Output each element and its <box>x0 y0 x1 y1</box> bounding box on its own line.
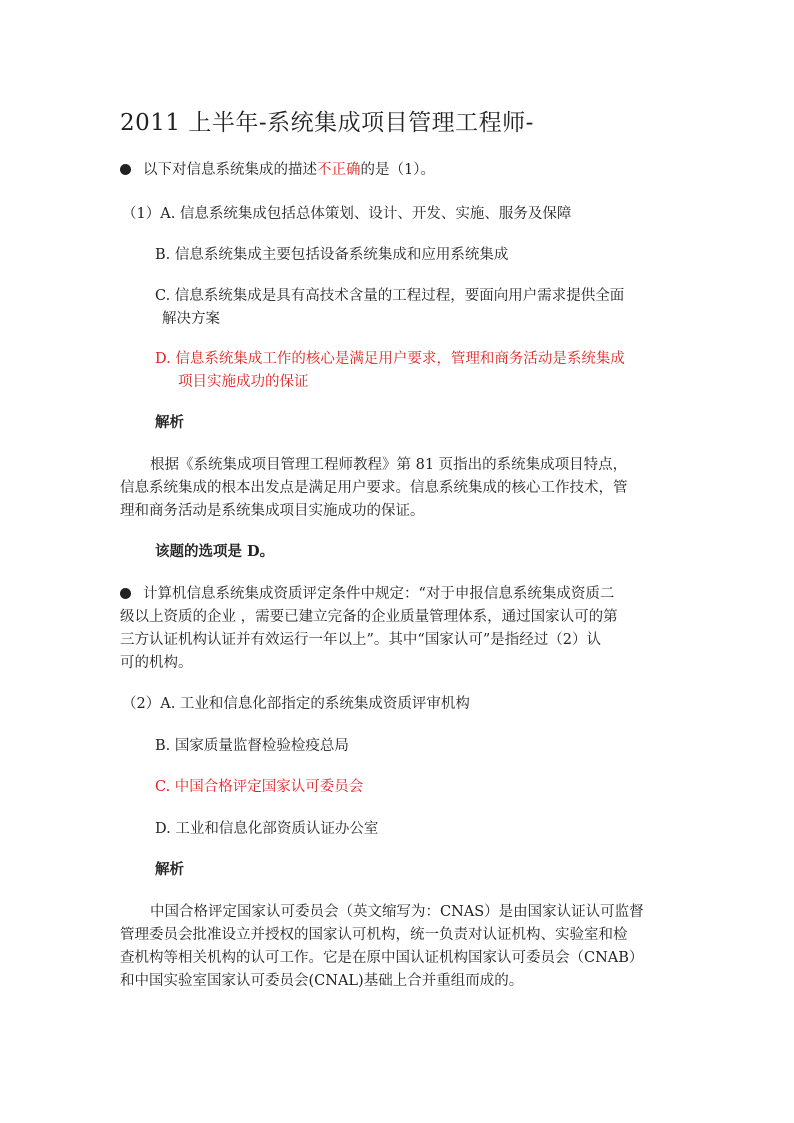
q2-option-a: （2）A. 工业和信息化部指定的系统集成资质评审机构 <box>122 696 470 712</box>
q1-option-c-line2: 解决方案 <box>162 311 220 327</box>
q1-stem-after: 的是（1）。 <box>360 162 435 178</box>
q2-option-b: B. 国家质量监督检验检疫总局 <box>155 738 349 754</box>
q2-stem-line1 <box>120 582 614 606</box>
q1-analysis-line2: 信息系统集成的根本出发点是满足用户要求。信息系统集成的核心工作技术，管 <box>120 480 628 496</box>
q1-stem-before: 以下对信息系统集成的描述 <box>143 162 317 178</box>
q1-analysis-line3: 理和商务活动是系统集成项目实施成功的保证。 <box>120 503 425 519</box>
q1-option-a: （1）A. 信息系统集成包括总体策划、设计、开发、实施、服务及保障 <box>122 206 572 222</box>
q1-option-c-line1: C. 信息系统集成是具有高技术含量的工程过程，要面向用户需求提供全面 <box>155 288 625 304</box>
q1-analysis-line1: 根据《系统集成项目管理工程师教程》第 81 页指出的系统集成项目特点， <box>150 457 628 473</box>
q1-option-d-line1: D. 信息系统集成工作的核心是满足用户要求，管理和商务活动是系统集成 <box>155 351 625 367</box>
q2-analysis-line2: 管理委员会批准设立并授权的国家认可机构，统一负责对认证机构、实验室和检 <box>120 927 628 943</box>
q1-analysis-heading: 解析 <box>155 414 184 431</box>
q1-answer: 该题的选项是 D。 <box>155 543 275 560</box>
q2-option-c: C. 中国合格评定国家认可委员会 <box>155 779 364 795</box>
document-title: 2011 上半年-系统集成项目管理工程师- <box>120 110 534 136</box>
q2-stem-line3: 三方认证机构认证并有效运行一年以上”。其中“国家认可”是指经过（2）认 <box>120 632 601 648</box>
q2-option-d: D. 工业和信息化部资质认证办公室 <box>155 821 379 837</box>
q2-analysis-line3: 查机构等相关机构的认可工作。它是在原中国认证机构国家认可委员会（CNAB） <box>120 950 644 966</box>
q2-stem-line4: 可的机构。 <box>120 655 193 671</box>
q2-analysis-line4: 和中国实验室国家认可委员会(CNAL)基础上合并重组而成的。 <box>120 973 524 989</box>
q1-option-d-line2: 项目实施成功的保证 <box>178 374 309 390</box>
q2-stem-text1: 计算机信息系统集成资质评定条件中规定：“对于申报信息系统集成资质二 <box>143 586 615 602</box>
q1-stem <box>120 158 435 182</box>
q2-analysis-heading: 解析 <box>155 861 184 878</box>
q1-option-b: B. 信息系统集成主要包括设备系统集成和应用系统集成 <box>155 247 509 263</box>
q2-stem-line2: 级以上资质的企业 ，需要已建立完备的企业质量管理体系，通过国家认可的第 <box>120 609 618 625</box>
bullet-icon <box>120 588 131 599</box>
q1-stem-highlight: 不正确 <box>317 162 361 178</box>
q2-analysis-line1: 中国合格评定国家认可委员会（英文缩写为：CNAS）是由国家认证认可监督 <box>150 904 644 920</box>
bullet-icon <box>120 164 131 175</box>
